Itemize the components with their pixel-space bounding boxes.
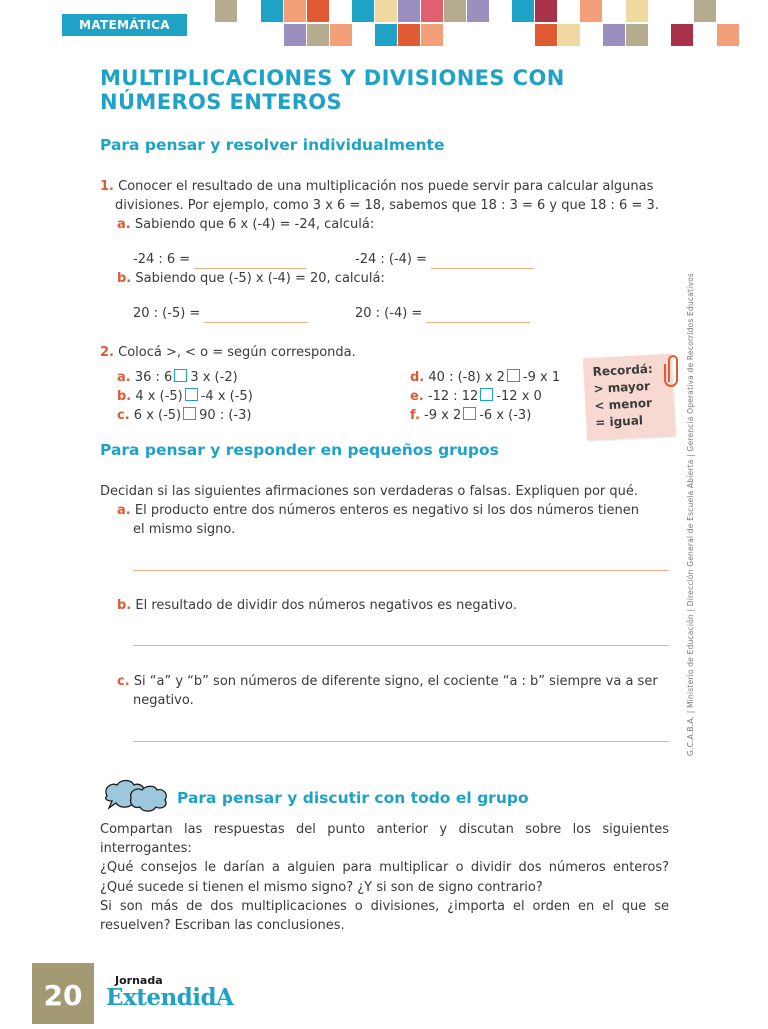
q2-item-right: -9 x 1 [522, 370, 561, 385]
q2-item-right: -6 x (-3) [479, 408, 532, 423]
s2c-line-1 [117, 672, 658, 691]
s2b-label: b. [117, 598, 132, 613]
q1b-expr-1 [133, 303, 308, 323]
answer-line[interactable] [133, 645, 669, 646]
q2-item [117, 387, 253, 406]
q2-item [117, 406, 251, 425]
brand-top-text: Jornada [115, 974, 163, 987]
q2-item-left: -12 : 12 [427, 389, 479, 404]
answer-line[interactable] [133, 741, 669, 742]
discussion-line: Compartan las respuestas del punto anterior y discutan sobre los siguientes [100, 822, 669, 837]
s2a-line-2: el mismo signo. [133, 522, 236, 537]
q2-number: 2. [100, 345, 114, 360]
note-line: > mayor [593, 378, 651, 396]
q1a-prompt [117, 215, 374, 234]
q2-item-right: -4 x (-5) [200, 389, 253, 404]
q1a-expr-2 [355, 249, 534, 269]
q2-item-left: 36 : 6 [134, 370, 173, 385]
note-title: Recordá: [592, 361, 654, 379]
answer-blank[interactable] [204, 303, 308, 323]
q1a-expr-1-text: -24 : 6 = [133, 252, 191, 267]
page-title [100, 66, 565, 114]
q2-item-label: f. [410, 408, 420, 423]
discussion-line: interrogantes: [100, 841, 192, 857]
q2-prompt [100, 343, 356, 362]
q2-item [410, 368, 560, 387]
answer-line[interactable] [133, 570, 669, 571]
q2-text: Colocá >, < o = según corresponda. [118, 345, 356, 360]
discussion-line: resuelven? Escriban las conclusiones. [100, 918, 345, 934]
section2-intro: Decidan si las siguientes afirmaciones son verdaderas o falsas. Expliquen por qué. [100, 484, 638, 499]
s2c-line-2: negativo. [133, 693, 194, 708]
q2-item-label: c. [117, 408, 130, 423]
s2c-text-1: Si “a” y “b” son números de diferente signo, el cociente “a : b” siempre va a ser [133, 674, 658, 689]
answer-blank[interactable] [431, 249, 534, 269]
q1-line-1 [100, 177, 653, 196]
q1b-expr-1-text: 20 : (-5) = [133, 306, 201, 321]
comparison-box[interactable] [463, 407, 476, 420]
answer-blank[interactable] [194, 249, 306, 269]
section-heading-discuss: Para pensar y discutir con todo el grupo [177, 789, 529, 807]
brand-logo: ExtendidA [106, 984, 234, 1011]
q1a-label: a. [117, 217, 131, 232]
s2a-text-1: El producto entre dos números enteros es negativo si los dos números tienen [134, 503, 640, 518]
section-heading-groups: Para pensar y responder en pequeños grupos [100, 441, 499, 459]
q1b-expr-2-text: 20 : (-4) = [355, 306, 423, 321]
q2-item-left: 40 : (-8) x 2 [428, 370, 505, 385]
q2-item [410, 387, 542, 406]
s2a-line-1 [117, 501, 639, 520]
q2-item-right: -12 x 0 [496, 389, 542, 404]
sidebar-credit: G.C.A.B.A. | Ministerio de Educación | Dirección General de Escuela Abierta | Gerencia Operativa de Recorridos Educativos [686, 273, 695, 756]
page-number: 20 [32, 963, 94, 1024]
q2-item-left: 4 x (-5) [135, 389, 183, 404]
speech-bubbles-icon [101, 776, 171, 816]
q2-item-right: 90 : (-3) [199, 408, 252, 423]
q1a-expr-1 [133, 249, 306, 269]
q2-item-right: 3 x (-2) [190, 370, 238, 385]
discussion-text [100, 820, 669, 935]
q2-item-label: e. [410, 389, 424, 404]
comparison-box[interactable] [174, 369, 187, 382]
note-line: = igual [594, 413, 644, 430]
comparison-box[interactable] [480, 388, 493, 401]
s2b-text-1: El resultado de dividir dos números negativos es negativo. [135, 598, 517, 613]
subject-tag: MATEMÁTICA [62, 14, 187, 36]
section-heading-individual: Para pensar y resolver individualmente [100, 136, 445, 154]
s2a-label: a. [117, 503, 131, 518]
paperclip-icon [662, 352, 682, 390]
q2-item-label: b. [117, 389, 132, 404]
q1-line-2: divisiones. Por ejemplo, como 3 x 6 = 18, sabemos que 18 : 3 = 6 y que 18 : 6 = 3. [115, 198, 659, 213]
q1a-expr-2-text: -24 : (-4) = [355, 252, 428, 267]
title-line-2: NÚMEROS ENTEROS [100, 90, 343, 114]
comparison-box[interactable] [507, 369, 520, 382]
q2-item [117, 368, 238, 387]
q2-item-label: a. [117, 370, 131, 385]
discussion-line: Si son más de dos multiplicaciones o divisiones, ¿importa el orden en el que se [100, 898, 669, 914]
q1b-label: b. [117, 271, 132, 286]
q2-item-left: -9 x 2 [424, 408, 462, 423]
q1-text-1: Conocer el resultado de una multiplicación nos puede servir para calcular algunas [118, 179, 654, 194]
answer-blank[interactable] [426, 303, 530, 323]
s2c-label: c. [117, 674, 130, 689]
q2-item [410, 406, 531, 425]
q1b-expr-2 [355, 303, 530, 323]
discussion-line: ¿Qué sucede si tienen el mismo signo? ¿Y si son de signo contrario? [100, 879, 543, 895]
q2-item-label: d. [410, 370, 425, 385]
q1b-text: Sabiendo que (-5) x (-4) = 20, calculá: [135, 271, 385, 286]
comparison-box[interactable] [183, 407, 196, 420]
q1b-prompt [117, 269, 385, 288]
title-line-1: MULTIPLICACIONES Y DIVISIONES CON [100, 66, 565, 90]
s2b-line-1 [117, 596, 517, 615]
discussion-line: ¿Qué consejos le darían a alguien para multiplicar o dividir dos números enteros? [100, 860, 669, 876]
note-line: < menor [594, 395, 653, 413]
comparison-box[interactable] [185, 388, 198, 401]
q1a-text: Sabiendo que 6 x (-4) = -24, calculá: [134, 217, 375, 232]
q2-item-left: 6 x (-5) [133, 408, 182, 423]
q1-number: 1. [100, 179, 114, 194]
